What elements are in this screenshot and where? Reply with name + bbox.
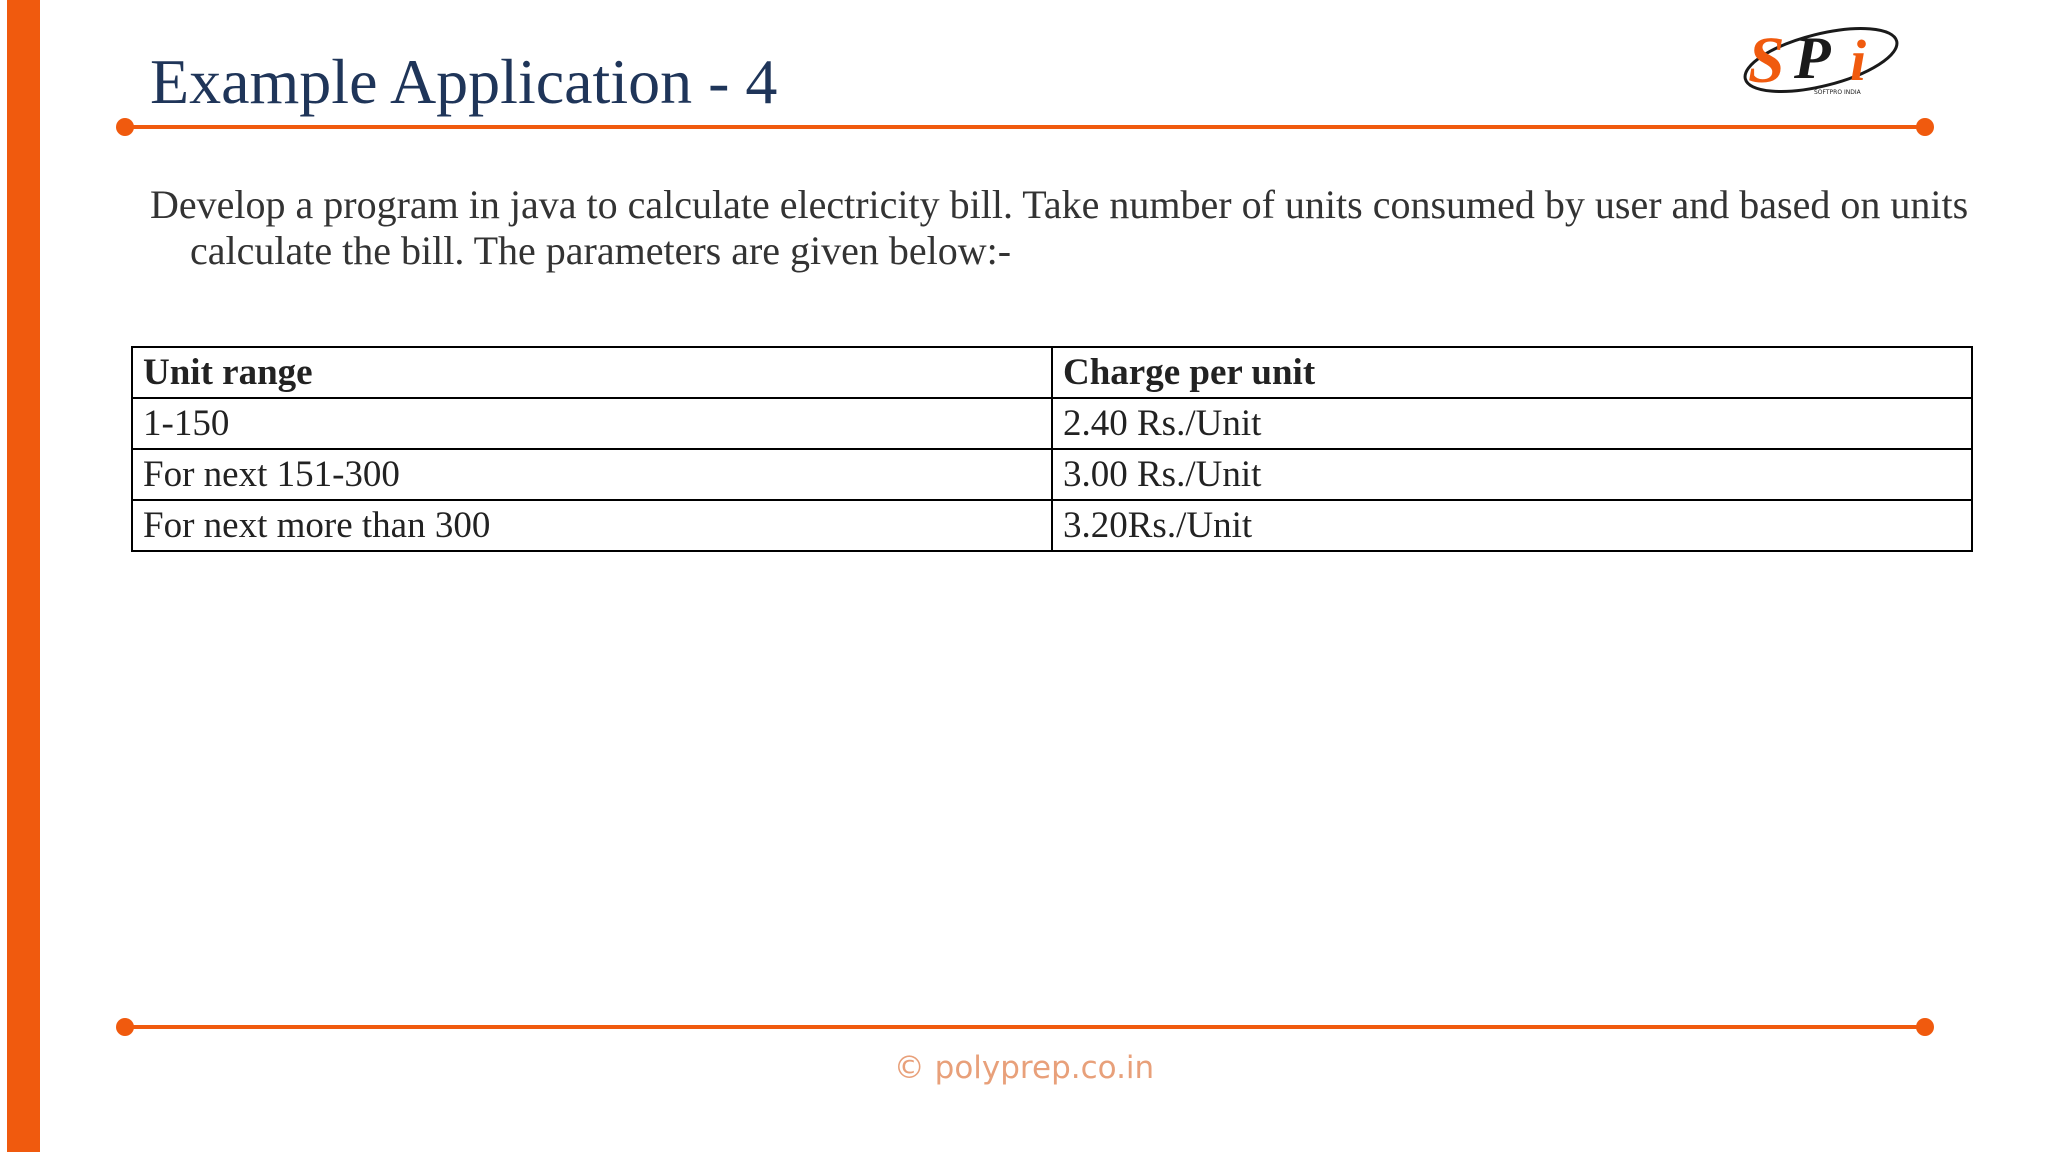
header-charge-per-unit: Charge per unit <box>1052 347 1972 398</box>
cell-unit-range: For next more than 300 <box>132 500 1052 551</box>
spi-logo <box>1736 20 1906 100</box>
spi-logo-graphic <box>1736 20 1906 100</box>
table-row <box>132 449 1972 500</box>
left-accent-bar <box>7 0 40 1152</box>
bottom-divider-right-dot <box>1916 1018 1934 1036</box>
cell-charge: 2.40 Rs./Unit <box>1052 398 1972 449</box>
logo-subtext: SOFTPRO INDIA <box>1814 89 1861 96</box>
logo-letter-p: P <box>1794 25 1831 91</box>
cell-charge: 3.00 Rs./Unit <box>1052 449 1972 500</box>
cell-charge: 3.20Rs./Unit <box>1052 500 1972 551</box>
cell-unit-range: For next 151-300 <box>132 449 1052 500</box>
slide-title: Example Application - 4 <box>150 46 778 117</box>
top-divider <box>125 125 1925 129</box>
logo-letter-i: i <box>1850 28 1867 93</box>
bottom-divider-left-dot <box>116 1018 134 1036</box>
footer-copyright: © polyprep.co.in <box>893 1050 1155 1086</box>
top-divider-left-dot <box>116 118 134 136</box>
problem-statement: Develop a program in java to calculate electricity bill. Take number of units consumed by user and based on units calculate the bill. The parameters are given below:- <box>150 182 1969 273</box>
rate-table <box>131 346 1973 552</box>
logo-letter-s: S <box>1748 24 1785 97</box>
cell-unit-range: 1-150 <box>132 398 1052 449</box>
table-row <box>132 398 1972 449</box>
bottom-divider <box>125 1025 1925 1029</box>
top-divider-right-dot <box>1916 118 1934 136</box>
header-unit-range: Unit range <box>132 347 1052 398</box>
table-row <box>132 500 1972 551</box>
table-header-row <box>132 347 1972 398</box>
